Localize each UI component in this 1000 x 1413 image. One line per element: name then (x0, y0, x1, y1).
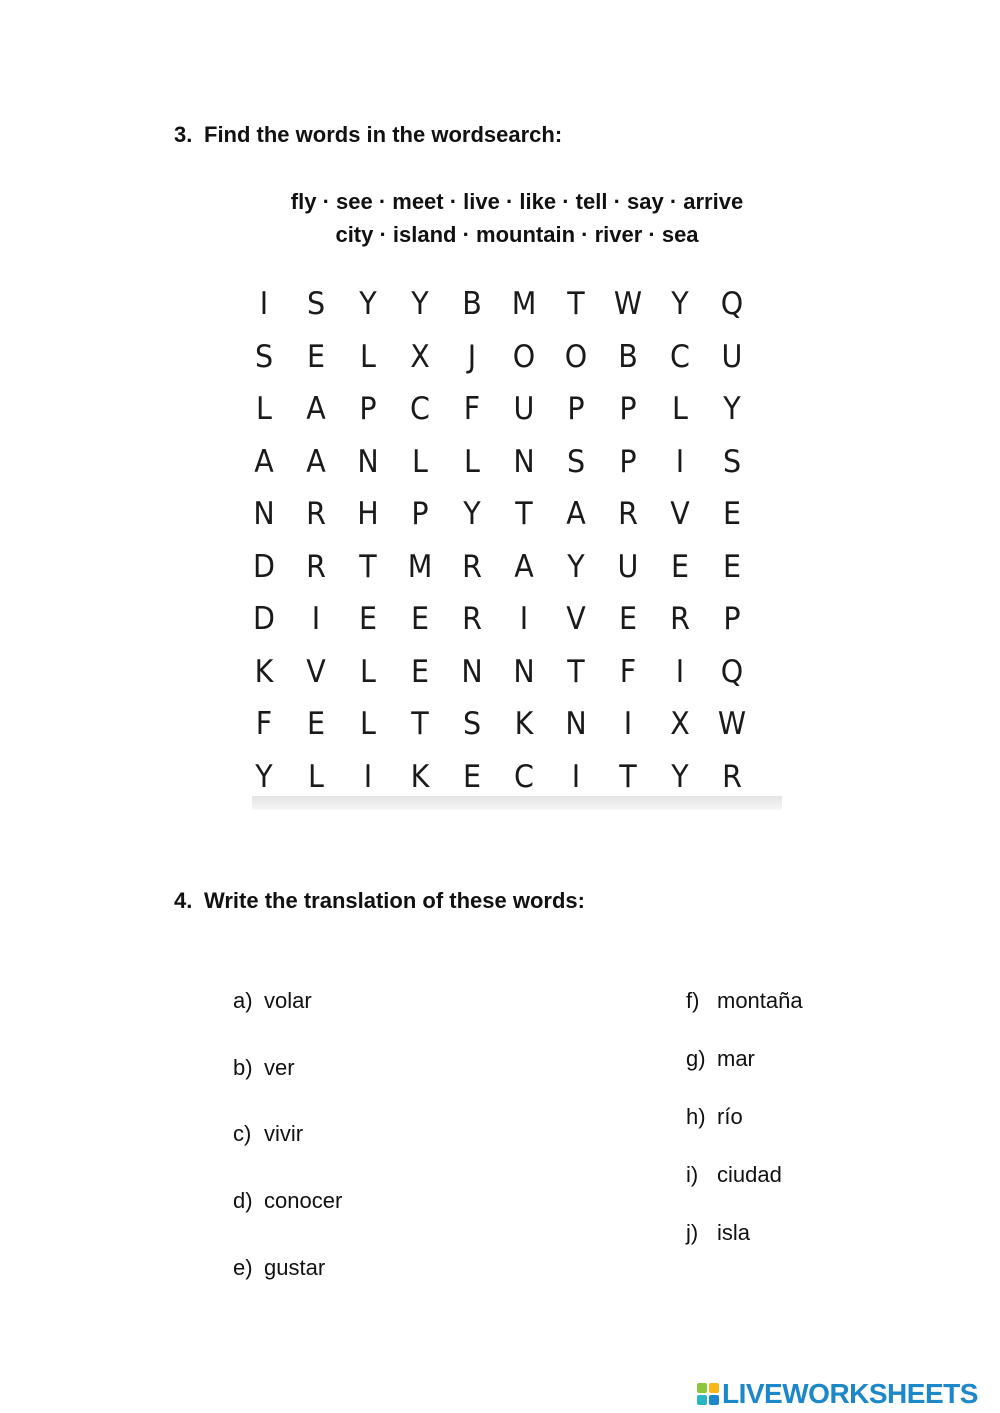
wordsearch-letter: E (306, 338, 326, 375)
wordsearch-letter: P (411, 496, 429, 532)
wordsearch-letter: E (462, 758, 482, 795)
wordsearch-letter: R (306, 496, 326, 532)
wordsearch-letter: I (675, 653, 685, 690)
wordsearch-letter: A (566, 496, 586, 532)
item-letter: e) (233, 1255, 253, 1280)
wordsearch-letter: V (306, 653, 326, 690)
wordsearch-letter: X (670, 706, 690, 742)
wordsearch-letter: L (412, 443, 428, 480)
wordsearch-row (238, 331, 786, 383)
translation-item-a (233, 988, 312, 1014)
item-letter: a) (233, 988, 253, 1013)
wordsearch-letter: P (567, 391, 585, 427)
liveworksheets-logo[interactable] (697, 1378, 978, 1410)
item-letter: b) (233, 1055, 253, 1080)
wordsearch-letter: Y (567, 548, 585, 585)
wordsearch-letter: T (515, 496, 533, 532)
wordsearch-letter: V (670, 496, 690, 532)
wordsearch-letter: X (410, 338, 430, 375)
wordsearch-letter: C (514, 758, 534, 795)
item-word: ciudad (717, 1162, 782, 1187)
wordsearch-row (238, 436, 786, 488)
wordsearch-letter: Y (255, 758, 273, 795)
liveworksheets-brand-text: LIVEWORKSHEETS (722, 1378, 978, 1409)
wordsearch-letter: N (565, 706, 587, 742)
wordsearch-letter: L (360, 653, 376, 690)
wordsearch-letter: E (618, 601, 638, 637)
wordsearch-letter: S (306, 286, 326, 322)
wordsearch-row (238, 383, 786, 435)
item-word: mar (717, 1046, 755, 1071)
wordsearch-letter: R (306, 548, 326, 585)
item-letter: f) (686, 988, 700, 1013)
wordsearch-letter: O (564, 338, 588, 375)
item-word: ver (264, 1055, 295, 1080)
wordsearch-letter: U (513, 391, 535, 427)
word-bank-line-2: city · island · mountain · river · sea (335, 222, 699, 247)
wordsearch-letter: N (513, 443, 535, 480)
section-4-heading (174, 888, 585, 914)
liveworksheets-logo-icon (697, 1383, 719, 1405)
wordsearch-letter: Y (723, 391, 741, 427)
wordsearch-letter: J (467, 338, 477, 375)
translation-item-g (686, 1046, 755, 1072)
wordsearch-letter: A (306, 443, 326, 480)
wordsearch-row (238, 541, 786, 593)
wordsearch-letter: T (619, 758, 637, 795)
item-word: montaña (717, 988, 803, 1013)
section-3-number: 3. (174, 122, 193, 147)
item-word: conocer (264, 1188, 343, 1213)
wordsearch-letter: D (253, 548, 275, 585)
wordsearch-letter: T (411, 706, 429, 742)
wordsearch-letter: A (514, 548, 534, 585)
wordsearch-letter: R (722, 758, 742, 795)
wordsearch-letter: I (675, 443, 685, 480)
wordsearch-letter: S (722, 443, 742, 480)
wordsearch-letter: Y (463, 496, 481, 532)
wordsearch-letter: N (253, 496, 275, 532)
wordsearch-letter: Q (720, 286, 744, 322)
wordsearch-letter: S (566, 443, 586, 480)
wordsearch-letter: T (359, 548, 377, 585)
wordsearch-letter: C (410, 391, 430, 427)
wordsearch-letter: F (463, 391, 481, 427)
wordsearch-letter: M (407, 548, 433, 585)
translation-item-i (686, 1162, 782, 1188)
wordsearch-letter: R (462, 548, 482, 585)
item-letter: i) (686, 1162, 699, 1187)
item-word: isla (717, 1220, 751, 1245)
item-letter: d) (233, 1188, 253, 1213)
wordsearch-letter: P (723, 601, 741, 637)
wordsearch-letter: N (461, 653, 483, 690)
wordsearch-letter: P (619, 443, 637, 480)
wordsearch-letter: P (619, 391, 637, 427)
wordsearch-letter: Y (411, 286, 429, 322)
wordsearch-letter: T (567, 653, 585, 690)
wordsearch-letter: L (672, 391, 688, 427)
item-word: río (717, 1104, 743, 1129)
wordsearch-letter: E (722, 496, 742, 532)
wordsearch-letter: R (462, 601, 482, 637)
wordsearch-letter: L (360, 706, 376, 742)
translation-item-c (233, 1121, 303, 1147)
item-letter: h) (686, 1104, 706, 1129)
wordsearch-letter: Y (671, 758, 689, 795)
wordsearch-letter: P (359, 391, 377, 427)
translation-item-e (233, 1255, 325, 1281)
wordsearch-letter: M (511, 286, 537, 322)
wordsearch-letter: S (254, 338, 274, 375)
wordsearch-letter: Y (359, 286, 377, 322)
wordsearch-row (238, 278, 786, 330)
word-bank-line-1: fly · see · meet · live · like · tell · say · arrive (290, 189, 744, 214)
wordsearch-letter: L (464, 443, 480, 480)
translation-item-j (686, 1220, 750, 1246)
wordsearch-letter: D (253, 601, 275, 637)
section-4-number: 4. (174, 888, 193, 913)
wordsearch-letter: U (617, 548, 639, 585)
item-letter: c) (233, 1121, 252, 1146)
wordsearch-letter: U (721, 338, 743, 375)
wordsearch-letter: A (306, 391, 326, 427)
wordsearch-letter: N (357, 443, 379, 480)
wordsearch-letter: L (308, 758, 324, 795)
wordsearch-letter: N (513, 653, 535, 690)
wordsearch-letter: K (514, 706, 534, 742)
section-3-title: Find the words in the wordsearch: (204, 122, 563, 147)
item-word: gustar (264, 1255, 326, 1280)
item-word: volar (264, 988, 312, 1013)
wordsearch-letter: W (717, 706, 747, 742)
wordsearch-letter: E (722, 548, 742, 585)
wordsearch-row (238, 698, 786, 750)
translation-item-d (233, 1188, 342, 1214)
wordsearch-letter: K (410, 758, 430, 795)
wordsearch-letter: B (462, 286, 482, 322)
wordsearch-letter: I (571, 758, 581, 795)
wordsearch-letter: V (566, 601, 586, 637)
wordsearch-letter: F (619, 653, 637, 690)
wordsearch-letter: F (255, 706, 273, 742)
translation-item-f (686, 988, 803, 1014)
wordsearch-letter: C (670, 338, 690, 375)
item-letter: j) (686, 1220, 699, 1245)
wordsearch-letter: E (306, 706, 326, 742)
wordsearch-letter: A (254, 443, 274, 480)
wordsearch-letter: I (363, 758, 373, 795)
wordsearch-letter: E (670, 548, 690, 585)
wordsearch-letter: L (256, 391, 272, 427)
wordsearch-letter: T (567, 286, 585, 322)
wordsearch-letter: Y (671, 286, 689, 322)
translation-item-b (233, 1055, 295, 1081)
item-letter: g) (686, 1046, 706, 1071)
translation-item-h (686, 1104, 743, 1130)
wordsearch-row (238, 646, 786, 698)
wordsearch-letter: K (254, 653, 274, 690)
wordsearch-row (238, 488, 786, 540)
wordsearch-letter: Q (720, 653, 744, 690)
item-word: vivir (264, 1121, 304, 1146)
wordsearch-grid (238, 278, 786, 812)
wordsearch-row (238, 593, 786, 645)
section-4-title: Write the translation of these words: (204, 888, 585, 913)
wordsearch-letter: O (512, 338, 536, 375)
wordsearch-letter: E (358, 601, 378, 637)
wordsearch-letter: S (462, 706, 482, 742)
wordsearch-letter: B (618, 338, 638, 375)
wordsearch-letter: I (519, 601, 529, 637)
wordsearch-letter: E (410, 601, 430, 637)
section-3-heading (174, 122, 562, 148)
wordsearch-letter: L (360, 338, 376, 375)
wordsearch-letter: R (670, 601, 690, 637)
wordsearch-letter: E (410, 653, 430, 690)
wordsearch-letter: I (259, 286, 269, 322)
wordsearch-letter: I (311, 601, 321, 637)
wordsearch-letter: H (357, 496, 379, 532)
wordsearch-letter: R (618, 496, 638, 532)
wordsearch-letter: I (623, 706, 633, 742)
wordsearch-letter: W (613, 286, 643, 322)
wordsearch-row (238, 751, 786, 803)
